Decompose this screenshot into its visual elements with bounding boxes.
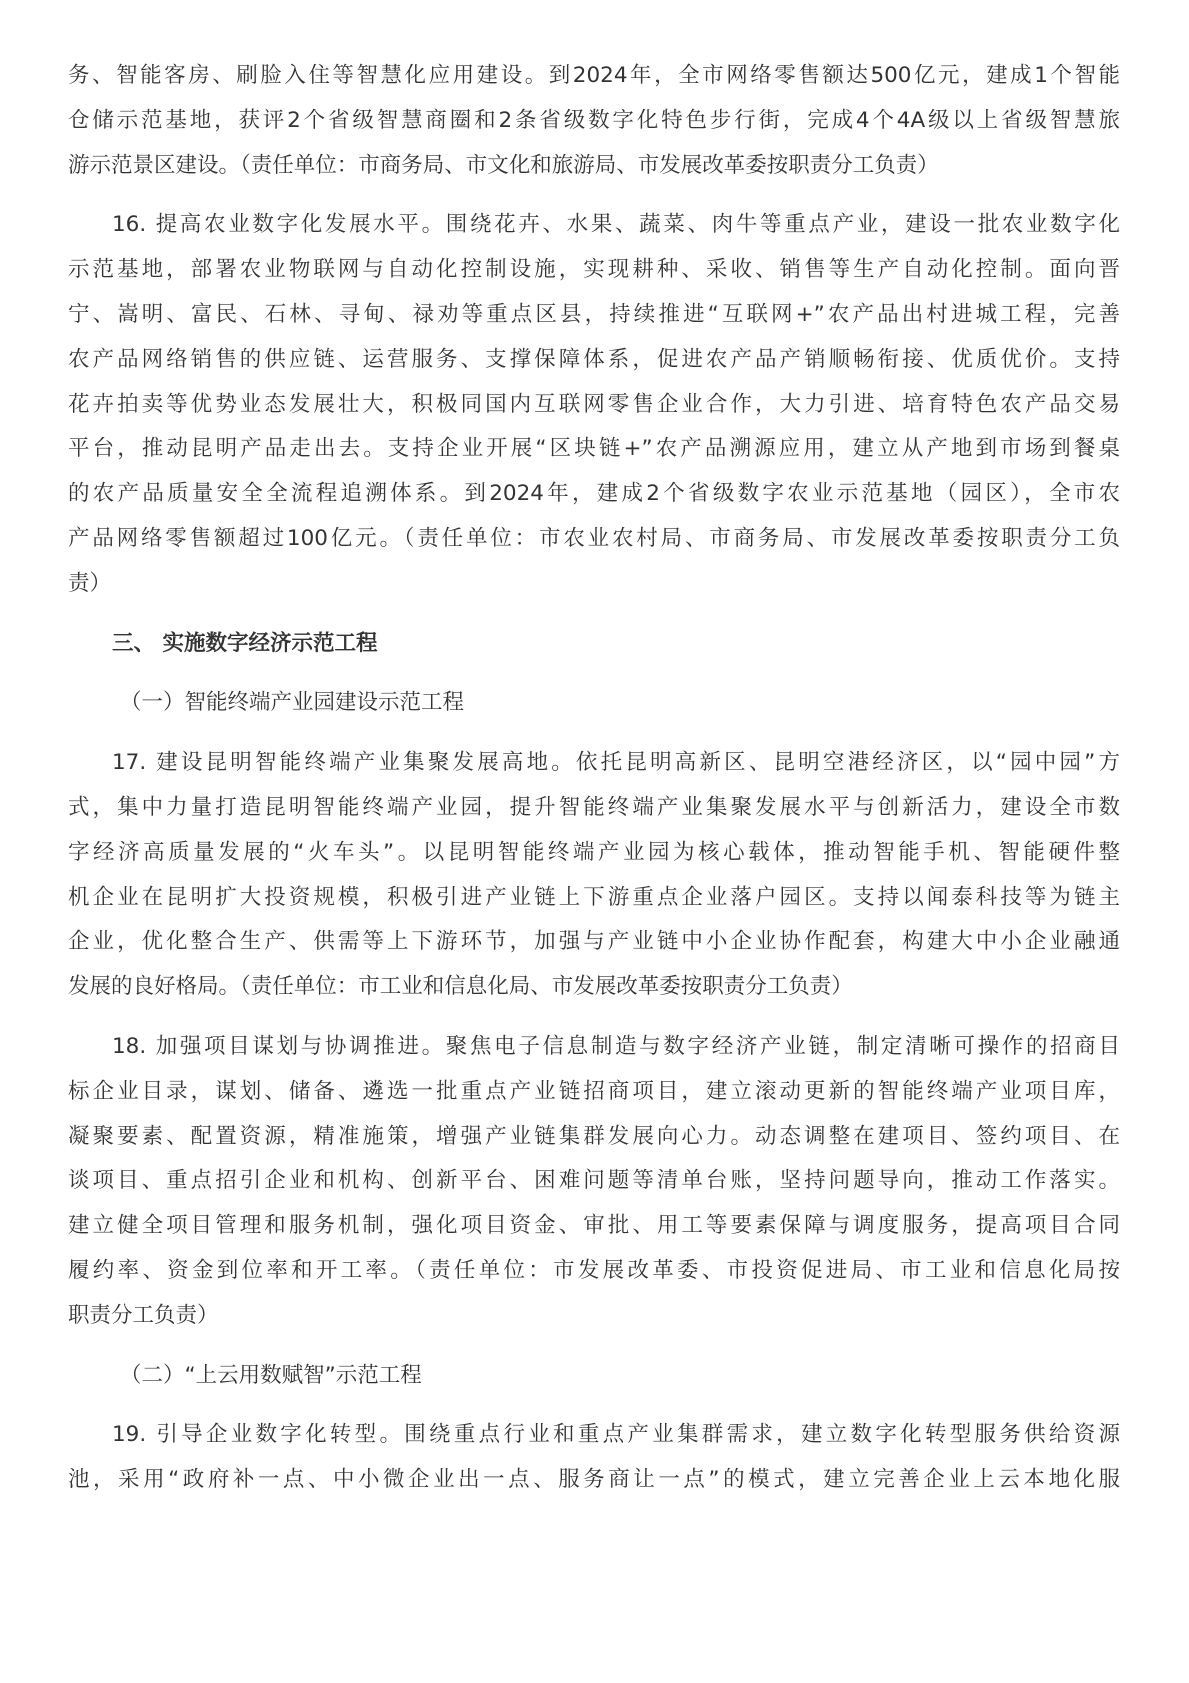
subsection-heading [68, 681, 1120, 726]
text-line: 16. 提高农业数字化发展水平。围绕花卉、水果、蔬菜、肉牛等重点产业，建设一批农业数字化 [112, 212, 1120, 238]
text-line: 履约率、资金到位率和开工率。（责任单位：市发展改革委、市投资促进局、市工业和信息化局按 [68, 1257, 1120, 1283]
section-heading [68, 622, 1120, 667]
text-line: 务、智能客房、刷脸入住等智慧化应用建设。到2024年，全市网络零售额达500亿元，建成1个智能 [68, 63, 1120, 88]
text-line: 农产品网络销售的供应链、运营服务、支撑保障体系，促进农产品产销顺畅衔接、优质优价。支持 [68, 346, 1120, 372]
text-line: 产品网络零售额超过100亿元。（责任单位：市农业农村局、市商务局、市发展改革委按职责分工负 [68, 525, 1120, 551]
text-line: 发展的良好格局。（责任单位：市工业和信息化局、市发展改革委按职责分工负责） [68, 974, 853, 1000]
text-line: 机企业在昆明扩大投资规模，积极引进产业链上下游重点企业落户园区。支持以闻泰科技等为链主 [68, 884, 1120, 910]
text-line: 池，采用“政府补一点、中小微企业出一点、服务商让一点”的模式，建立完善企业上云本地化服 [68, 1467, 1120, 1493]
text-line: 17. 建设昆明智能终端产业集聚发展高地。依托昆明高新区、昆明空港经济区，以“园中园”方 [112, 750, 1120, 776]
text-line: 谈项目、重点招引企业和机构、创新平台、困难问题等清单台账，坚持问题导向，推动工作落实。 [68, 1168, 1120, 1194]
text-line: 企业，优化整合生产、供需等上下游环节，加强与产业链中小企业协作配套，构建大中小企业融通 [68, 929, 1120, 955]
paragraph [68, 1413, 1120, 1503]
text-line: 式，集中力量打造昆明智能终端产业园，提升智能终端产业集聚发展水平与创新活力，建设全市数 [68, 794, 1120, 820]
subsection-heading [68, 1354, 1120, 1399]
text-line: 凝聚要素、配置资源，精准施策，增强产业链集群发展向心力。动态调整在建项目、签约项目、在 [68, 1123, 1120, 1149]
text-line: 平台，推动昆明产品走出去。支持企业开展“区块链+”农产品溯源应用，建立从产地到市场到餐桌 [68, 436, 1120, 462]
paragraph [68, 1025, 1120, 1339]
text-line: 花卉拍卖等优势业态发展壮大，积极同国内互联网零售企业合作，大力引进、培育特色农产品交易 [68, 391, 1120, 417]
document-body [68, 54, 1120, 1503]
text-line: 游示范景区建设。（责任单位：市商务局、市文化和旅游局、市发展改革委按职责分工负责） [68, 152, 939, 178]
text-line: （二）“上云用数赋智”示范工程 [120, 1362, 422, 1388]
text-line: 的农产品质量安全全流程追溯体系。到2024年，建成2个省级数字农业示范基地（园区），全市农 [68, 481, 1120, 507]
text-line: 19. 引导企业数字化转型。围绕重点行业和重点产业集群需求，建立数字化转型服务供给资源 [112, 1422, 1120, 1448]
text-line: （一）智能终端产业园建设示范工程 [120, 690, 465, 716]
text-line: 18. 加强项目谋划与协调推进。聚焦电子信息制造与数字经济产业链，制定清晰可操作的招商目 [112, 1033, 1120, 1059]
text-line: 职责分工负责） [68, 1302, 219, 1328]
text-line: 责） [68, 570, 112, 596]
paragraph [68, 741, 1120, 1010]
paragraph [68, 54, 1120, 188]
text-line: 仓储示范基地，获评2个省级智慧商圈和2条省级数字化特色步行街，完成4个4A级以上省级智慧旅 [68, 107, 1120, 133]
text-line: 标企业目录，谋划、储备、遴选一批重点产业链招商项目，建立滚动更新的智能终端产业项目库， [68, 1078, 1120, 1104]
text-line: 三、 实施数字经济示范工程 [112, 630, 378, 656]
text-line: 建立健全项目管理和服务机制，强化项目资金、审批、用工等要素保障与调度服务，提高项目合同 [68, 1213, 1120, 1239]
text-line: 字经济高质量发展的“火车头”。以昆明智能终端产业园为核心载体，推动智能手机、智能硬件整 [68, 839, 1120, 865]
paragraph [68, 203, 1120, 606]
text-line: 宁、嵩明、富民、石林、寻甸、禄劝等重点区县，持续推进“互联网+”农产品出村进城工程，完善 [68, 301, 1120, 327]
text-line: 示范基地，部署农业物联网与自动化控制设施，实现耕种、采收、销售等生产自动化控制。面向晋 [68, 257, 1120, 283]
